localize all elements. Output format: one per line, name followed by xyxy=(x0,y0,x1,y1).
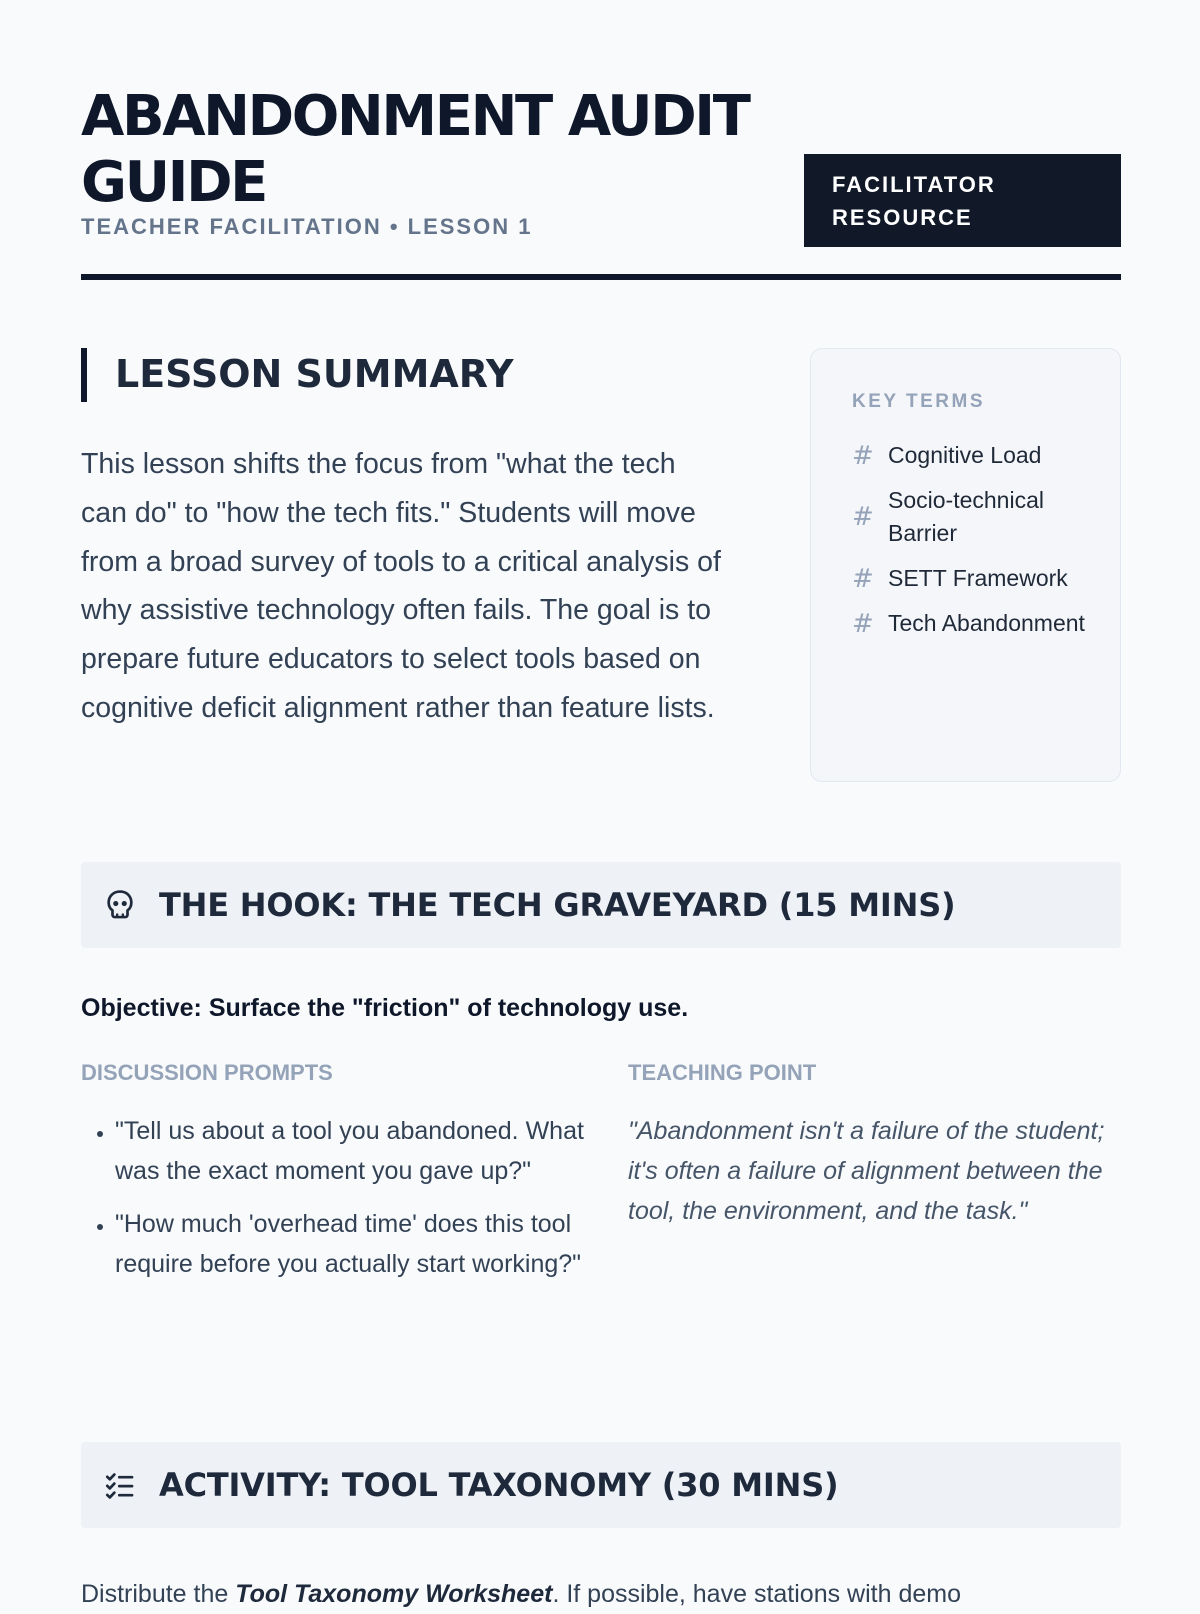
header-divider xyxy=(81,274,1121,280)
discussion-prompts-label: DISCUSSION PROMPTS xyxy=(81,1060,333,1085)
hash-icon: # xyxy=(852,502,874,532)
discussion-prompts-list xyxy=(81,1111,595,1297)
activity-section-header xyxy=(81,1442,1121,1528)
teaching-point-label: TEACHING POINT xyxy=(628,1060,817,1085)
activity-text-prefix: Distribute the xyxy=(81,1580,236,1608)
facilitator-badge: FACILITATOR RESOURCE xyxy=(804,154,1121,247)
activity-text-suffix: . If possible, have stations with demo xyxy=(552,1580,961,1608)
key-term-item xyxy=(852,607,1092,640)
hook-objective: Objective: Surface the "friction" of technology use. xyxy=(81,994,689,1022)
teaching-point-quote: "Abandonment isn't a failure of the student; it's often a failure of alignment between the tool, the environment, and the task." xyxy=(628,1117,1105,1225)
hook-section-title: THE HOOK: THE TECH GRAVEYARD (15 MINS) xyxy=(159,886,956,924)
skull-icon xyxy=(103,888,137,922)
key-term-label: Cognitive Load xyxy=(888,442,1042,468)
document-subtitle: TEACHER FACILITATION • LESSON 1 xyxy=(81,214,533,239)
hash-icon: # xyxy=(852,563,874,594)
activity-section-title: ACTIVITY: TOOL TAXONOMY (30 MINS) xyxy=(159,1466,839,1504)
hook-section-header xyxy=(81,862,1121,948)
summary-accent-bar xyxy=(81,348,87,402)
key-term-label: Tech Abandonment xyxy=(888,610,1085,636)
key-terms-card xyxy=(810,348,1121,782)
key-term-item xyxy=(852,562,1092,595)
hash-icon: # xyxy=(852,440,874,471)
hash-icon: # xyxy=(852,608,874,639)
summary-heading: LESSON SUMMARY xyxy=(115,352,514,396)
activity-instructions xyxy=(81,1574,961,1614)
key-term-label: Socio-technical Barrier xyxy=(888,487,1044,546)
document-page xyxy=(81,0,1121,1608)
key-terms-label: KEY TERMS xyxy=(852,391,986,412)
worksheet-title: Tool Taxonomy Worksheet xyxy=(235,1580,553,1608)
document-title: ABANDONMENT AUDIT GUIDE xyxy=(81,84,749,215)
key-term-item xyxy=(852,439,1092,472)
discussion-prompt: • "How much 'overhead time' does this tool require before you actually start working?" xyxy=(115,1204,595,1284)
key-term-label: SETT Framework xyxy=(888,565,1068,591)
checklist-icon xyxy=(103,1468,137,1502)
key-terms-list xyxy=(852,439,1092,652)
key-term-item xyxy=(852,484,1092,550)
summary-body: This lesson shifts the focus from "what the tech can do" to "how the tech fits." Students will move from a broad survey of tools to a critical analysis of why assistive technology often fails. The goal is to prepare future educators to select tools based on cognitive deficit alignment rather than feature lists. xyxy=(81,448,721,724)
discussion-prompt: • "Tell us about a tool you abandoned. What was the exact moment you gave up?" xyxy=(115,1111,595,1191)
